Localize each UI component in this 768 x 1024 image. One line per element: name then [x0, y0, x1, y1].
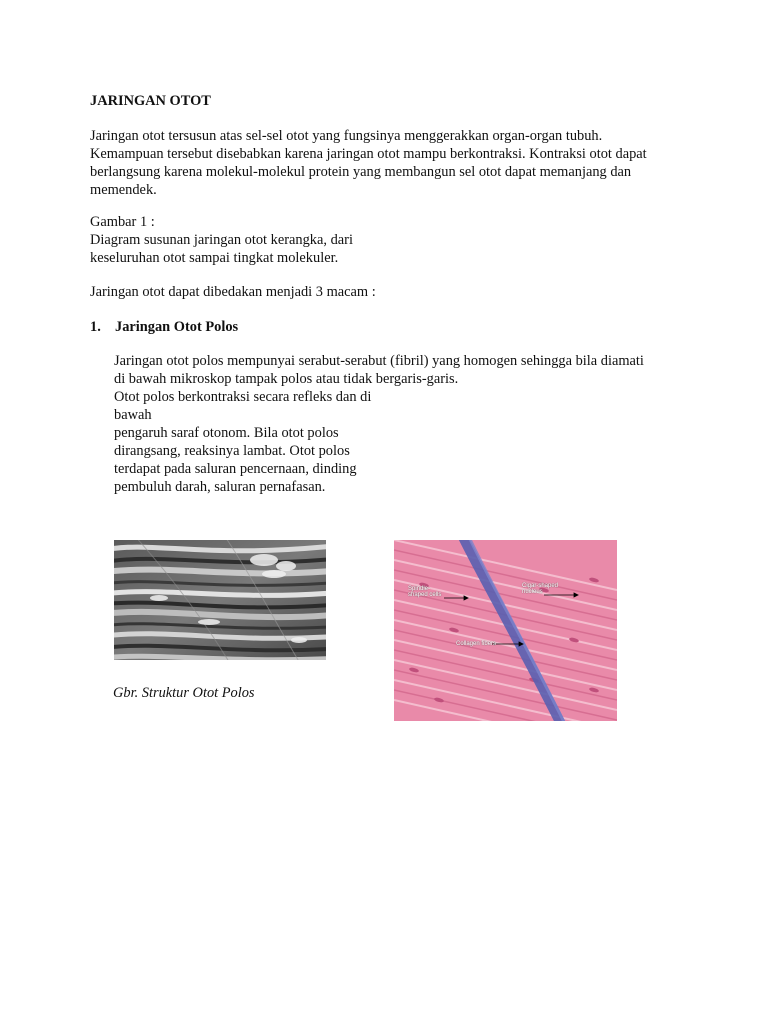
section-title: Jaringan Otot Polos: [115, 319, 239, 335]
figure-ref-line: Diagram susunan jaringan otot kerangka, dari: [90, 232, 353, 248]
figure-ref-line: Gambar 1 :: [90, 214, 155, 230]
section-heading: [90, 318, 690, 336]
section-line: terdapat pada saluran pencernaan, dinding: [114, 461, 357, 477]
section-line: di bawah mikroskop tampak polos atau tidak bergaris-garis.: [114, 371, 459, 387]
label-nucleus: Cigar-shaped nucleus: [522, 583, 559, 595]
section-line: dirangsang, reaksinya lambat. Otot polos: [114, 443, 350, 459]
label-spindle-cells: Spindle-shaped cells: [408, 586, 442, 598]
intro-line: memendek.: [90, 182, 157, 198]
figure-reference: [90, 213, 690, 267]
intro-line: Kemampuan tersebut disebabkan karena jaringan otot mampu berkontraksi. Kontraksi otot dapat: [90, 146, 647, 162]
section-line: Jaringan otot polos mempunyai serabut-serabut (fibril) yang homogen sehingga bila diamati: [114, 353, 644, 369]
label-collagen-fibers: Collagen fibers: [456, 641, 497, 647]
intro-paragraph: [90, 127, 690, 199]
section-line: bawah: [114, 407, 152, 423]
types-intro: Jaringan otot dapat dibedakan menjadi 3 macam :: [90, 284, 376, 300]
figure-caption: Gbr. Struktur Otot Polos: [113, 685, 255, 701]
figure-ref-line: keseluruhan otot sampai tingkat molekuler.: [90, 250, 339, 266]
grayscale-micrograph-image: [114, 540, 326, 660]
section-body: [114, 352, 694, 496]
smooth-muscle-micrograph-grayscale: [114, 540, 326, 660]
section-line: pembuluh darah, saluran pernafasan.: [114, 479, 326, 495]
intro-line: berlangsung karena molekul-molekul protein yang membangun sel otot dapat memanjang dan: [90, 164, 632, 180]
section-line: pengaruh saraf otonom. Bila otot polos: [114, 425, 339, 441]
section-number: 1.: [90, 319, 101, 335]
document-title: JARINGAN OTOT: [90, 93, 211, 109]
intro-line: Jaringan otot tersusun atas sel-sel otot yang fungsinya menggerakkan organ-organ tubuh.: [90, 128, 603, 144]
smooth-muscle-micrograph-stained: [394, 540, 617, 721]
stained-micrograph-image: [394, 540, 617, 721]
section-line: Otot polos berkontraksi secara refleks dan di: [114, 389, 372, 405]
